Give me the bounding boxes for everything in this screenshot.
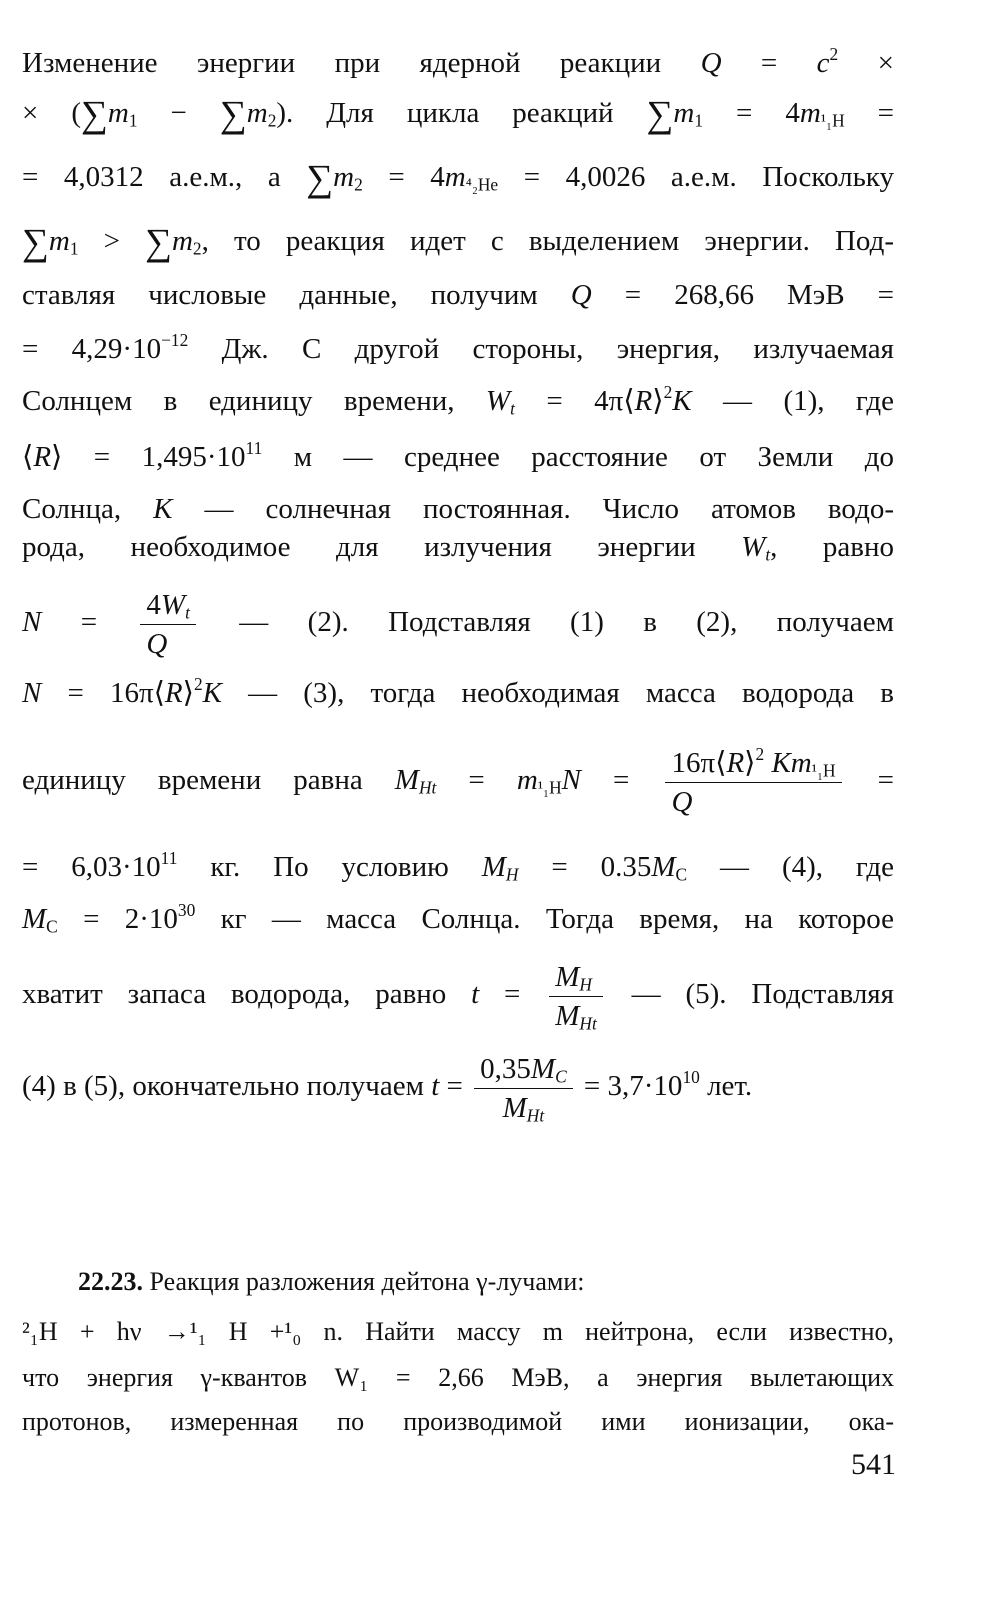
fraction-final: $\frac{0,35M_C}{M_{Ht}}$ <box>474 1050 573 1127</box>
text-line-17: (4) в (5), окончательно получаем t = $\frac{0,35M_C}{M_{Ht}}$ = $3,7\cdot 10^{10}$ лет. <box>22 1042 894 1130</box>
problem-title: Реакция разложения дейтона γ-лучами: <box>149 1267 585 1296</box>
fraction-mass-rate: $\frac{16\pi⟨R⟩^2 Km_{^1_1H}}{Q}$ <box>665 744 841 821</box>
problem-line-1: ²₁H + hν →¹₁ H +¹₀ n. Найти массу m нейтрона, если известно, <box>22 1317 894 1346</box>
text-line-15: $M_C = 2\cdot 10^{30}$ кг — масса Солнца. Тогда время, на которое <box>22 899 894 937</box>
text-line-3: = 4,0312 а.е.м., а $\sum m_2 = 4m_{^4_2He} = 4,0026$ а.е.м. Поскольку <box>22 157 894 200</box>
problem-number: 22.23. <box>78 1267 143 1296</box>
text-line-6: = $4,29\cdot 10^{-12}$ Дж. С другой стороны, энергия, излучаемая <box>22 329 895 365</box>
page-number: 541 <box>851 1448 896 1481</box>
text-line-2: × $(\sum m_1 - \sum m_2)$. Для цикла реакций $\sum m_1 = 4m_{^1_1H}$ = <box>22 93 895 136</box>
text-line-1: Изменение энергии при ядерной реакции $Q = c^2$ × <box>22 43 895 79</box>
text-line-11: N = $\frac{4W_t}{Q}$ — (2). Подставляя (1) в (2), получаем <box>22 582 894 663</box>
text-line-5: ставляя числовые данные, получим Q = 268,66 МэВ = <box>22 279 894 311</box>
text-line-13: единицу времени равна $M_{Ht} = m_{^1_1H}N$ = $\frac{16\pi⟨R⟩^2 Km_{^1_1H}}{Q}$ = <box>22 730 894 830</box>
text-line-16: хватит запаса водорода, равно t = $\frac{M_H}{M_{Ht}}$ — (5). Подставляя <box>22 952 894 1036</box>
problem-heading <box>78 1266 894 1298</box>
problem-line-2: что энергия γ-квантов W₁ = 2,66 МэВ, а энергия вылетающих <box>22 1363 894 1392</box>
text-line-4: $\sum m_1 > \sum m_2$, то реакция идет с выделением энергии. Под- <box>22 221 895 264</box>
fraction-time: $\frac{M_H}{M_{Ht}}$ <box>549 958 603 1035</box>
problem-line-3: протонов, измеренная по производимой ими ионизации, ока- <box>22 1407 894 1436</box>
text-line-12: N = 16π⟨R⟩$^2$K — (3), тогда необходимая масса водорода в <box>22 673 894 709</box>
text-line-14: = $6,03\cdot 10^{11}$ кг. По условию $M_H = 0.35M_C$ — (4), где <box>22 847 894 885</box>
text-line-8: ⟨R⟩ = $1,495\cdot 10^{11}$ м — среднее расстояние от Земли до <box>22 437 894 473</box>
text-line-10: рода, необходимое для излучения энергии $W_t$, равно <box>22 531 894 565</box>
text-line-7: Солнцем в единицу времени, $W_t$ = 4π⟨R⟩$^2$K — (1), где <box>22 381 894 419</box>
text-line-9: Солнца, K — солнечная постоянная. Число атомов водо- <box>22 493 895 525</box>
fraction-4W-over-Q: $\frac{4W_t}{Q}$ <box>140 586 196 663</box>
